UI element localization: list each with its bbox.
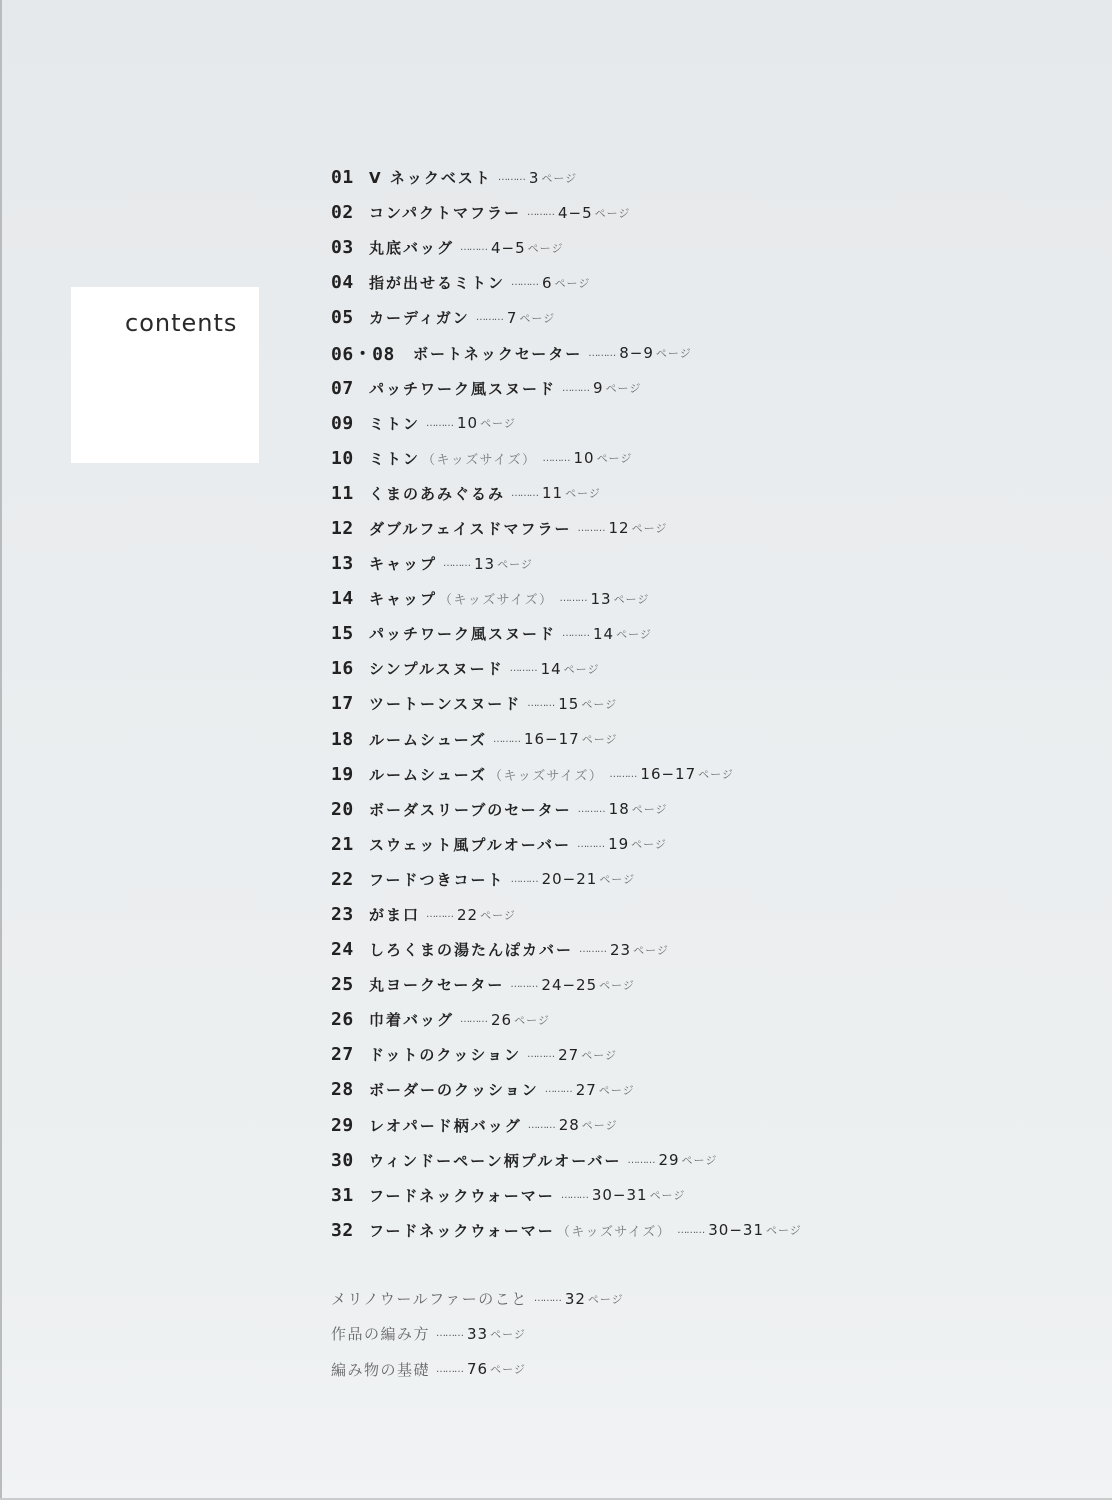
toc-entry[interactable]	[331, 862, 802, 897]
page-unit: ページ	[596, 452, 633, 466]
dot-leader: ………	[443, 558, 471, 570]
page-unit: ページ	[605, 382, 642, 396]
toc-entry[interactable]	[331, 722, 802, 757]
toc-entry[interactable]	[331, 1213, 802, 1248]
page-number: 13	[590, 589, 612, 608]
page-number: 3	[528, 168, 540, 187]
entry-size-note: （キッズサイズ）	[439, 593, 554, 609]
entry-title: しろくまの湯たんぽカバー	[369, 941, 574, 960]
entry-title: ボーダスリーブのセーター	[369, 800, 572, 819]
entry-number: 20	[331, 798, 354, 820]
page-unit: ページ	[681, 1154, 718, 1168]
toc-entry[interactable]	[331, 195, 802, 230]
entry-number: 02	[331, 202, 354, 224]
toc-entry[interactable]	[331, 651, 802, 686]
toc-entry[interactable]	[331, 476, 802, 511]
dot-leader: ………	[426, 417, 454, 429]
entry-title: ボートネックセーター	[413, 344, 583, 363]
toc-entry[interactable]	[331, 827, 802, 862]
entry-title: パッチワーク風スヌード	[369, 379, 557, 398]
dot-leader: ………	[475, 312, 503, 324]
entry-number: 26	[331, 1009, 354, 1031]
dot-leader: ………	[511, 277, 539, 289]
toc-entry[interactable]	[331, 1037, 802, 1072]
appendix-entry[interactable]	[331, 1316, 624, 1351]
dot-leader: ………	[588, 347, 616, 359]
page-unit: ページ	[565, 487, 601, 501]
toc-entry[interactable]	[331, 511, 802, 546]
dot-leader: ………	[436, 1363, 464, 1375]
dot-leader: ………	[510, 873, 538, 885]
page-unit: ページ	[631, 803, 668, 817]
page-unit: ページ	[631, 838, 667, 852]
dot-leader: ………	[526, 207, 554, 219]
page-number: 22	[457, 905, 479, 924]
entry-title: ドットのクッション	[369, 1046, 522, 1065]
dot-leader: ………	[527, 698, 555, 710]
toc-entry[interactable]	[331, 1178, 802, 1213]
entry-number: 24	[331, 939, 354, 961]
page-number: 10	[457, 414, 479, 433]
page-unit: ページ	[554, 276, 591, 290]
entry-title: キャップ	[369, 590, 438, 609]
dot-leader: ………	[460, 242, 488, 254]
entry-title: パッチワーク風スヌード	[369, 625, 557, 644]
entry-number: 21	[331, 833, 354, 855]
entry-number: 14	[331, 588, 354, 610]
dot-leader: ………	[627, 1154, 655, 1166]
entry-title: カーディガン	[369, 309, 470, 328]
page-number: 26	[491, 1010, 513, 1029]
entry-number: 04	[331, 272, 354, 294]
entry-number: 12	[331, 517, 354, 539]
dot-leader: ………	[511, 487, 539, 499]
dot-leader: ………	[609, 768, 637, 780]
page-number: 11	[542, 484, 564, 503]
page-number: 10	[573, 449, 595, 468]
dot-leader: ………	[577, 522, 605, 534]
page-number: 76	[467, 1360, 489, 1379]
dot-leader: ………	[677, 1224, 705, 1236]
page-number: 7	[506, 308, 518, 327]
entry-number: 30	[331, 1149, 354, 1171]
entry-title: キャップ	[369, 555, 438, 574]
page-number: 16−17	[523, 730, 580, 749]
toc-entry[interactable]	[331, 265, 802, 300]
entry-number: 17	[331, 693, 354, 715]
toc-entry[interactable]	[331, 757, 802, 792]
entry-title: 巾着バッグ	[369, 1011, 455, 1030]
page-unit: ページ	[649, 1189, 686, 1203]
entry-title: くまのあみぐるみ	[369, 484, 506, 503]
entry-number: 10	[331, 447, 354, 469]
page-unit: ページ	[581, 733, 618, 747]
entry-title: ウィンドーペーン柄プルオーバー	[369, 1151, 622, 1170]
page-unit: ページ	[497, 557, 533, 571]
dot-leader: ………	[509, 663, 537, 675]
appendix-title: メリノウールファーのこと	[331, 1290, 528, 1309]
entry-number: 25	[331, 974, 354, 996]
entry-title: 丸底バッグ	[369, 239, 455, 258]
dot-leader: ………	[492, 733, 520, 745]
page-number: 30−31	[591, 1186, 648, 1205]
page-unit: ページ	[581, 1048, 617, 1062]
entry-number: 05	[331, 307, 354, 329]
toc-entry[interactable]	[331, 160, 802, 195]
page-number: 30−31	[708, 1221, 765, 1240]
toc-entry[interactable]	[331, 932, 802, 967]
page-number: 4−5	[557, 203, 593, 222]
toc-entry[interactable]	[331, 300, 802, 335]
entry-number: 29	[331, 1114, 354, 1136]
page-number: 14	[593, 624, 615, 643]
entry-title: フードネックウォーマー	[369, 1186, 555, 1205]
toc-entry[interactable]	[331, 335, 802, 370]
toc-entry[interactable]	[331, 230, 802, 265]
page-number: 4−5	[491, 238, 526, 257]
dot-leader: ………	[527, 1049, 555, 1061]
entry-title: ミトン	[369, 449, 421, 468]
page-unit: ページ	[655, 347, 692, 361]
toc-entry[interactable]	[331, 1108, 802, 1143]
page-number: 16−17	[640, 765, 697, 784]
dot-leader: ………	[542, 452, 570, 464]
appendix-entry[interactable]	[331, 1352, 624, 1387]
entry-number: 23	[331, 904, 354, 926]
entry-title: シンプルスヌード	[369, 660, 504, 679]
dot-leader: ………	[579, 944, 607, 956]
entry-title: スウェット風プルオーバー	[369, 835, 572, 854]
page-number: 33	[467, 1324, 489, 1343]
entry-title: ルームシューズ	[369, 765, 487, 784]
page-unit: ページ	[581, 697, 618, 711]
page-number: 20−21	[541, 870, 598, 889]
page-unit: ページ	[490, 1327, 526, 1341]
page-number: 32	[564, 1289, 586, 1308]
entry-number: 11	[331, 482, 354, 504]
dot-leader: ………	[544, 1084, 572, 1096]
entry-title: ダブルフェイスドマフラー	[369, 519, 572, 538]
entry-number: 01	[331, 167, 354, 189]
entry-number: 31	[331, 1184, 354, 1206]
entry-number: 06・08	[331, 344, 395, 366]
page-unit: ページ	[631, 522, 668, 536]
table-of-contents	[331, 160, 802, 1248]
entry-title: がま口	[369, 906, 421, 925]
toc-entry[interactable]	[331, 967, 802, 1002]
entry-number: 22	[331, 868, 354, 890]
page-number: 29	[658, 1151, 680, 1170]
entry-title: ミトン	[369, 414, 421, 433]
appendix-title: 作品の編み方	[331, 1325, 431, 1344]
page-number: 8−9	[619, 344, 654, 363]
page-number: 27	[558, 1045, 580, 1064]
page-unit: ページ	[480, 417, 516, 431]
entry-number: 19	[331, 763, 354, 785]
page-unit: ページ	[563, 662, 600, 676]
toc-entry[interactable]	[331, 546, 802, 581]
appendix-list	[331, 1281, 624, 1387]
dot-leader: ………	[497, 172, 525, 184]
toc-entry[interactable]	[331, 897, 802, 932]
page-number: 14	[540, 659, 562, 678]
page-unit: ページ	[527, 241, 564, 255]
entry-number: 15	[331, 623, 354, 645]
page-unit: ページ	[698, 768, 734, 782]
entry-size-note: （キッズサイズ）	[556, 1224, 672, 1240]
entry-number: 16	[331, 658, 354, 680]
entry-number: 13	[331, 553, 354, 575]
entry-number: 18	[331, 728, 354, 750]
page-unit: ページ	[541, 171, 578, 185]
page-unit: ページ	[514, 1013, 550, 1027]
toc-entry[interactable]	[331, 616, 802, 651]
page-unit: ページ	[766, 1224, 802, 1238]
entry-title: フードつきコート	[369, 870, 505, 889]
page-unit: ページ	[490, 1363, 526, 1377]
page-unit: ページ	[480, 908, 516, 922]
dot-leader: ………	[577, 803, 605, 815]
page-number: 18	[608, 800, 630, 819]
dot-leader: ………	[533, 1293, 561, 1305]
contents-heading: contents	[125, 309, 238, 337]
toc-entry[interactable]	[331, 686, 802, 721]
entry-size-note: （キッズサイズ）	[422, 452, 537, 468]
toc-entry[interactable]	[331, 441, 802, 476]
entry-title: 指が出せるミトン	[369, 274, 506, 293]
page-unit: ページ	[599, 978, 635, 992]
entry-title: V ネックベスト	[369, 169, 492, 188]
dot-leader: ………	[527, 1119, 555, 1131]
dot-leader: ………	[426, 909, 454, 921]
dot-leader: ………	[577, 838, 605, 850]
dot-leader: ………	[436, 1328, 464, 1340]
toc-entry[interactable]	[331, 581, 802, 616]
toc-entry[interactable]	[331, 1002, 802, 1037]
entry-number: 28	[331, 1079, 354, 1101]
page-unit: ページ	[587, 1292, 624, 1306]
page-unit: ページ	[633, 943, 669, 957]
entry-title: ボーダーのクッション	[369, 1081, 539, 1100]
entry-number: 32	[331, 1219, 354, 1241]
page-number: 15	[558, 694, 580, 713]
entry-title: フードネックウォーマー	[369, 1221, 555, 1240]
entry-number: 07	[331, 377, 354, 399]
page-number: 9	[593, 379, 604, 398]
dot-leader: ………	[460, 1014, 488, 1026]
entry-title: ツートーンスヌード	[369, 695, 522, 714]
dot-leader: ………	[559, 593, 587, 605]
entry-title: ルームシューズ	[369, 730, 487, 749]
page-left-edge	[0, 0, 2, 1500]
dot-leader: ………	[562, 382, 590, 394]
appendix-title: 編み物の基礎	[331, 1360, 431, 1379]
appendix-entry[interactable]	[331, 1281, 624, 1316]
entry-title: 丸ヨークセーター	[369, 976, 505, 995]
page-number: 24−25	[541, 975, 598, 994]
entry-number: 09	[331, 412, 354, 434]
page-number: 13	[474, 554, 496, 573]
dot-leader: ………	[562, 628, 590, 640]
dot-leader: ………	[510, 979, 538, 991]
page-unit: ページ	[599, 873, 636, 887]
page-unit: ページ	[581, 1119, 618, 1133]
page-number: 6	[542, 273, 553, 292]
page-unit: ページ	[613, 592, 650, 606]
page-number: 27	[575, 1080, 597, 1099]
page-number: 12	[608, 519, 630, 538]
entry-title: コンパクトマフラー	[369, 204, 521, 223]
toc-entry[interactable]	[331, 792, 802, 827]
page-unit: ページ	[594, 206, 631, 220]
page-number: 19	[608, 835, 630, 854]
dot-leader: ………	[560, 1189, 588, 1201]
toc-entry[interactable]	[331, 1143, 802, 1178]
page-unit: ページ	[519, 311, 556, 325]
entry-number: 03	[331, 237, 354, 259]
page-number: 28	[558, 1116, 580, 1135]
page-unit: ページ	[616, 627, 652, 641]
toc-entry[interactable]	[331, 406, 802, 441]
toc-entry[interactable]	[331, 371, 802, 406]
entry-number: 27	[331, 1044, 354, 1066]
entry-title: レオパード柄バッグ	[369, 1116, 522, 1135]
page-number: 23	[610, 940, 632, 959]
entry-size-note: （キッズサイズ）	[488, 768, 604, 784]
toc-entry[interactable]	[331, 1072, 802, 1107]
page-unit: ページ	[598, 1083, 635, 1097]
